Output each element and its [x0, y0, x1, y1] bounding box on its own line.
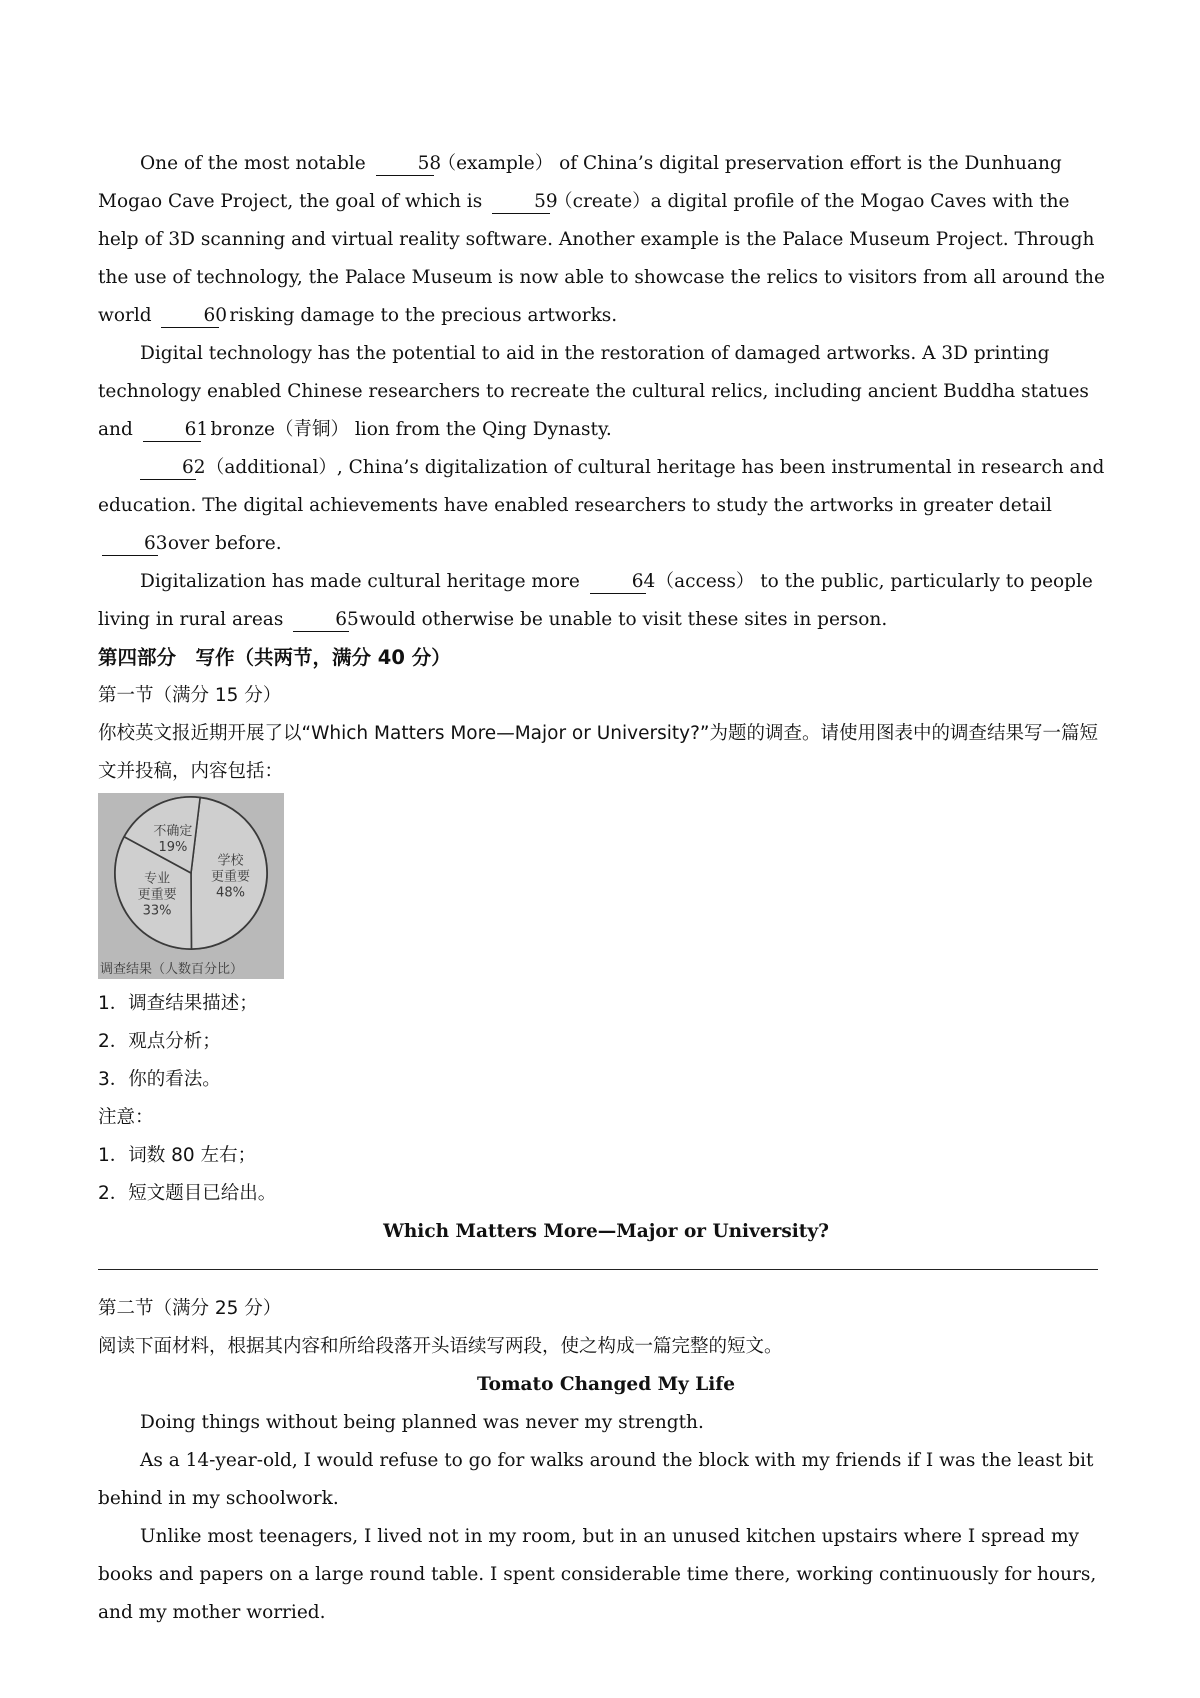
blank-64: 64 — [590, 571, 646, 594]
text-run: over before. — [162, 533, 282, 554]
survey-pie-chart — [98, 793, 284, 979]
blank-62: 62 — [140, 457, 196, 480]
notes-label: 注意： — [98, 1107, 154, 1128]
passage-paragraph-1 — [98, 145, 1114, 335]
chart-caption: 调查结果（人数百分比） — [100, 962, 244, 977]
passage-paragraph-4 — [98, 563, 1114, 639]
section1-label: 第一节（满分 15 分） — [98, 685, 282, 706]
section1-item-1: 1．调查结果描述； — [98, 993, 258, 1014]
text-run: （create）a digital profile of the Mogao Caves with the help of 3D scanning and virtual reality software. Another example is the Palace Museum Project. Through the use of technology, the Palace Museum is now able to showcase the relics to visitors from all around the world — [98, 191, 1105, 326]
pie-chart-svg — [98, 793, 284, 979]
pie-label-1-1: 更重要 — [137, 887, 177, 903]
story-paragraph-2: As a 14-year-old, I would refuse to go for walks around the block with my friends if I was the least bit behind in my schoolwork. — [98, 1450, 1094, 1509]
writing-line — [98, 1251, 1098, 1270]
section2-label: 第二节（满分 25 分） — [98, 1298, 282, 1319]
pie-label-2-1: 19% — [158, 839, 188, 855]
text-run: risking damage to the precious artworks. — [223, 305, 618, 326]
blank-61: 61 — [143, 419, 201, 442]
section2-prompt: 阅读下面材料，根据其内容和所给段落开头语续写两段，使之构成一篇完整的短文。 — [98, 1336, 783, 1357]
blank-60: 60 — [161, 305, 219, 328]
text-run: Digital technology has the potential to aid in the restoration of damaged artworks. A 3D printing technology enabled Chinese researchers to recreate the cultural relics, including ancient Buddha statues and — [98, 343, 1089, 440]
passage-paragraph-3 — [98, 449, 1114, 563]
passage-paragraph-2 — [98, 335, 1114, 449]
story-title: Tomato Changed My Life — [477, 1374, 735, 1395]
text-run: （access） to the public, particularly to people living in rural areas — [98, 571, 1093, 630]
blank-58: 58 — [376, 153, 434, 176]
text-run: would otherwise be unable to visit these sites in person. — [353, 609, 888, 630]
part4-heading: 第四部分 写作（共两节，满分 40 分） — [98, 646, 451, 669]
section1-item-3: 3．你的看法。 — [98, 1069, 221, 1090]
essay-title: Which Matters More—Major or University? — [383, 1221, 829, 1242]
story-paragraph-3: Unlike most teenagers, I lived not in my room, but in an unused kitchen upstairs where I spread my books and papers on a large round table. I spent considerable time there, working continuously for hours, and my mother worried. — [98, 1526, 1097, 1623]
section1-item-2: 2．观点分析； — [98, 1031, 221, 1052]
text-run: bronze（青铜） lion from the Qing Dynasty. — [204, 419, 612, 440]
text-run: One of the most notable — [140, 153, 372, 174]
text-run: Digitalization has made cultural heritage more — [140, 571, 586, 592]
content-column — [98, 145, 1114, 1632]
pie-label-0-0: 学校 — [217, 853, 244, 869]
note-1: 1．词数 80 左右； — [98, 1145, 257, 1166]
note-2: 2．短文题目已给出。 — [98, 1183, 277, 1204]
blank-59: 59 — [492, 191, 550, 214]
pie-label-0-1: 更重要 — [210, 869, 251, 885]
pie-label-1-0: 专业 — [144, 871, 171, 887]
text-run: （additional）, China’s digitalization of cultural heritage has been instrumental in research and education. The digital achievements have enabled researchers to study the artworks in greater detail — [98, 457, 1105, 516]
blank-65: 65 — [293, 609, 349, 632]
pie-label-0-2: 48% — [216, 885, 245, 901]
blank-63: 63 — [102, 533, 158, 556]
pie-label-2-0: 不确定 — [153, 823, 193, 839]
pie-label-1-2: 33% — [142, 903, 172, 919]
section1-prompt: 你校英文报近期开展了以“Which Matters More—Major or University?”为题的调查。请使用图表中的调查结果写一篇短文并投稿，内容包括： — [98, 723, 1098, 782]
story-paragraph-1: Doing things without being planned was never my strength. — [140, 1412, 704, 1433]
text-run: （example） of China’s digital preservation effort is the Dunhuang Mogao Cave Project, the goal of which is — [98, 153, 1062, 212]
